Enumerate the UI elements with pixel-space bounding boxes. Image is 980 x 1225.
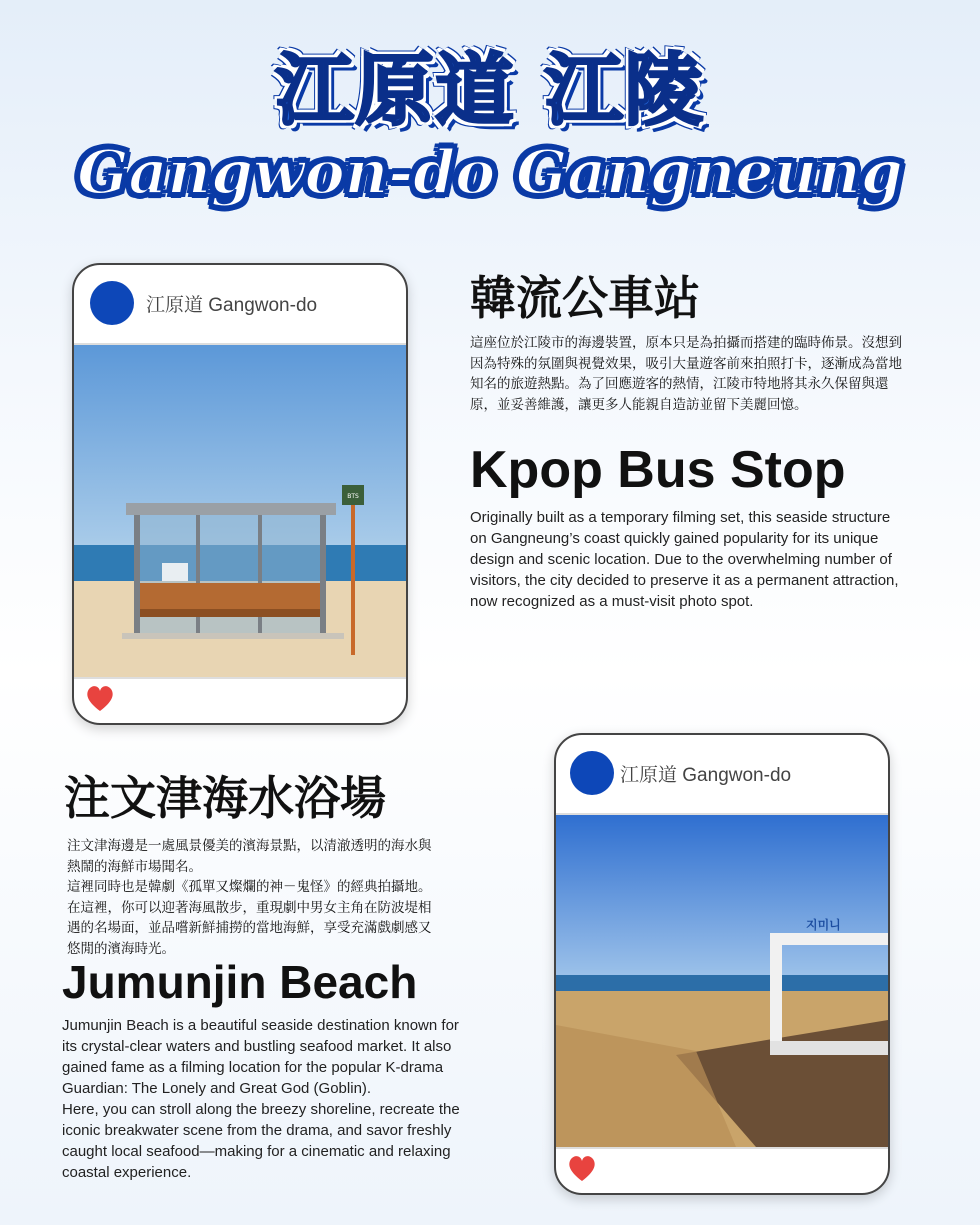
card-header [556, 735, 888, 811]
post-card-jumunjin [554, 733, 890, 1195]
jumunjin-description-english-2: Here, you can stroll along the breezy shoreline, recreate the iconic breakwater scene from the drama, and savor freshly caught local seafood—making for a cinematic and relaxing coastal experience. [62, 1101, 460, 1181]
jumunjin-title-chinese: 注文津海水浴場 [64, 771, 386, 825]
frame-sign-text: 지미니 [806, 918, 841, 932]
account-name: 江原道 Gangwon-do [620, 764, 792, 786]
jumunjin-description-chinese-1: 注文津海邊是一處風景優美的濱海景點，以清澈透明的海水與熱鬧的海鮮市場聞名。 [67, 838, 432, 875]
heart-icon[interactable] [566, 1153, 598, 1183]
jumunjin-beach-illustration [556, 815, 888, 1147]
post-card-bus-stop [72, 263, 408, 725]
bus-stop-photo [74, 343, 406, 679]
bus-stop-description-chinese: 這座位於江陵市的海邊裝置，原本只是為拍攝而搭建的臨時佈景。沒想到因為特殊的氛圍與視覺效果，吸引大量遊客前來拍照打卡，逐漸成為當地知名的旅遊熱點。為了回應遊客的熱情，江陵市特地將其永久保留與還原，並妥善維護，讓更多人能親自造訪並留下美麗回憶。 [470, 335, 902, 413]
bus-stop-sign-text: BTS [347, 493, 359, 500]
jumunjin-title-english: Jumunjin Beach [62, 956, 418, 1008]
bus-stop-title-chinese: 韓流公車站 [470, 271, 700, 325]
bus-stop-description-english: Originally built as a temporary filming set, this seaside structure on Gangneung’s coast quickly gained popularity for its unique design and scenic location. Due to the overwhelming number of visitors, the city decided to preserve it as a permanent attraction, now recognized as a must-visit photo spot. [470, 509, 899, 610]
heart-icon[interactable] [84, 683, 116, 713]
account-name: 江原道 Gangwon-do [146, 294, 318, 316]
bus-stop-title-english: Kpop Bus Stop [470, 441, 846, 499]
page-title-chinese: 江原道 江陵 [275, 46, 705, 136]
bus-stop-illustration [74, 345, 406, 677]
jumunjin-description-chinese-2: 這裡同時也是韓劇《孤單又燦爛的神－鬼怪》的經典拍攝地。在這裡，你可以迎著海風散步，重現劇中男女主角在防波堤相遇的名場面，並品嚐新鮮捕撈的當地海鮮，享受充滿戲劇感又悠閒的濱海時光。 [67, 879, 432, 957]
avatar [570, 751, 614, 795]
page-title-english: Gangwon-do Gangneung [77, 138, 903, 208]
avatar [90, 281, 134, 325]
card-header [74, 265, 406, 341]
jumunjin-description-english-1: Jumunjin Beach is a beautiful seaside destination known for its crystal-clear waters and bustling seafood market. It also gained fame as a filming location for the popular K-drama Guardian: The Lonely and Great God (Goblin). [62, 1017, 459, 1097]
jumunjin-photo [556, 813, 888, 1149]
